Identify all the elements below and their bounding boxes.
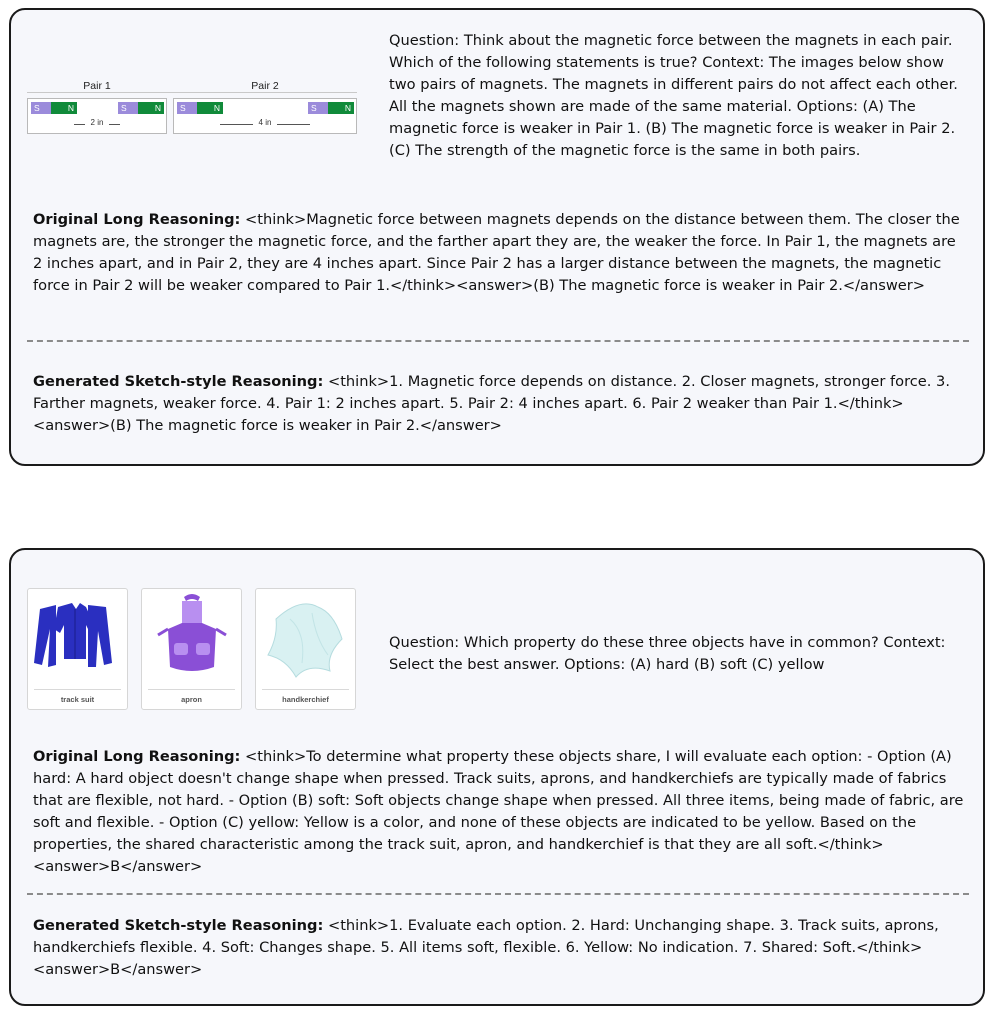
object-caption: handkerchief — [282, 695, 329, 704]
pair2-label: Pair 2 — [251, 80, 279, 92]
n-pole-label: N — [154, 103, 161, 113]
pair2-box — [173, 98, 357, 134]
question-text: Question: Which property do these three objects have in common? Context: Select the best answer. Options: (A) hard (B) soft (C) yellow — [389, 634, 946, 673]
sketch-reasoning-label: Generated Sketch-style Reasoning: — [33, 373, 324, 390]
object-thumbnail-handkerchief — [255, 588, 356, 710]
s-pole-label: S — [34, 103, 40, 113]
object-caption: track suit — [60, 695, 95, 704]
object-thumbnail-apron — [141, 588, 242, 710]
sketch-reasoning-text: <think>1. Magnetic force depends on distance. 2. Closer magnets, stronger force. 3. Farther magnets, weaker force. 4. Pair 1: 2 inches apart. 5. Pair 2: 4 inches apart. 6. Pair 2 weaker than Pair 1.</think><answer>(B) The magnetic force is weaker in Pair 2.</answer> — [33, 373, 950, 434]
long-reasoning-text: <think>To determine what property these objects share, I will evaluate each option: - Option (A) hard: A hard object doesn't change shape when pressed. Track suits, aprons, and handkerchiefs are typically made of fabrics that are flexible, not hard. - Option (B) soft: Soft objects change shape when pressed. All three items, being made of fabric, are soft and flexible. - Option (C) yellow: Yellow is a color, and none of these objects are indicated to be yellow. Based on the properties, the shared characteristic among the track suit, apron, and handkerchief is that they are all soft.</think><answer>B</answer> — [33, 748, 964, 875]
sketch-reasoning-text: <think>1. Evaluate each option. 2. Hard: Unchanging shape. 3. Track suits, aprons, handkerchiefs flexible. 4. Soft: Changes shape. 5. All items soft, flexible. 6. Yellow: No indication. 7. Shared: Soft.</think><answer>B</answer> — [33, 917, 939, 978]
sketch-style-reasoning — [33, 915, 968, 981]
long-reasoning-label: Original Long Reasoning: — [33, 748, 241, 765]
handkerchief-icon — [256, 589, 355, 689]
dashed-divider — [27, 340, 969, 342]
object-thumbnail-track-suit — [27, 588, 128, 710]
n-pole-label: N — [344, 103, 351, 113]
example-card-objects — [9, 548, 985, 1006]
sketch-style-reasoning — [33, 371, 968, 437]
sketch-reasoning-label: Generated Sketch-style Reasoning: — [33, 917, 324, 934]
pair2-magnet-left — [177, 102, 223, 114]
example-card-magnets — [9, 8, 985, 466]
pair1-magnet-left — [31, 102, 77, 114]
dashed-divider — [27, 893, 969, 895]
n-pole-label: N — [67, 103, 74, 113]
s-pole-label: S — [311, 103, 317, 113]
original-long-reasoning — [33, 746, 968, 878]
question-text: Question: Think about the magnetic force between the magnets in each pair. Which of the following statements is true? Context: The images below show two pairs of magnets. The magnets in different pairs do not affect each other. All the magnets shown are made of the same material. Options: (A) The magnetic force is weaker in Pair 1. (B) The magnetic force is weaker in Pair 2. (C) The strength of the magnetic force is the same in both pairs. — [389, 32, 958, 159]
pair1-label: Pair 1 — [83, 80, 111, 92]
s-pole-label: S — [121, 103, 127, 113]
long-reasoning-text: <think>Magnetic force between magnets depends on the distance between them. The closer the magnets are, the stronger the magnetic force, and the farther apart they are, the weaker the force. In Pair 1, the magnets are 2 inches apart, and in Pair 2, they are 4 inches apart. Since Pair 2 has a larger distance between the magnets, the magnetic force in Pair 2 will be weaker compared to Pair 1.</think><answer>(B) The magnetic force is weaker in Pair 2.</answer> — [33, 211, 960, 294]
pair2-distance: 4 in — [253, 118, 277, 127]
apron-icon — [142, 589, 241, 689]
original-long-reasoning — [33, 209, 968, 297]
pair2-magnet-right — [308, 102, 354, 114]
n-pole-label: N — [213, 103, 220, 113]
long-reasoning-label: Original Long Reasoning: — [33, 211, 241, 228]
pair1-distance: 2 in — [85, 118, 109, 127]
pair1-magnet-right — [118, 102, 164, 114]
pair1-box — [27, 98, 167, 134]
track-suit-icon — [28, 589, 127, 689]
figure-divider — [27, 92, 357, 93]
object-caption: apron — [181, 695, 202, 704]
s-pole-label: S — [180, 103, 186, 113]
